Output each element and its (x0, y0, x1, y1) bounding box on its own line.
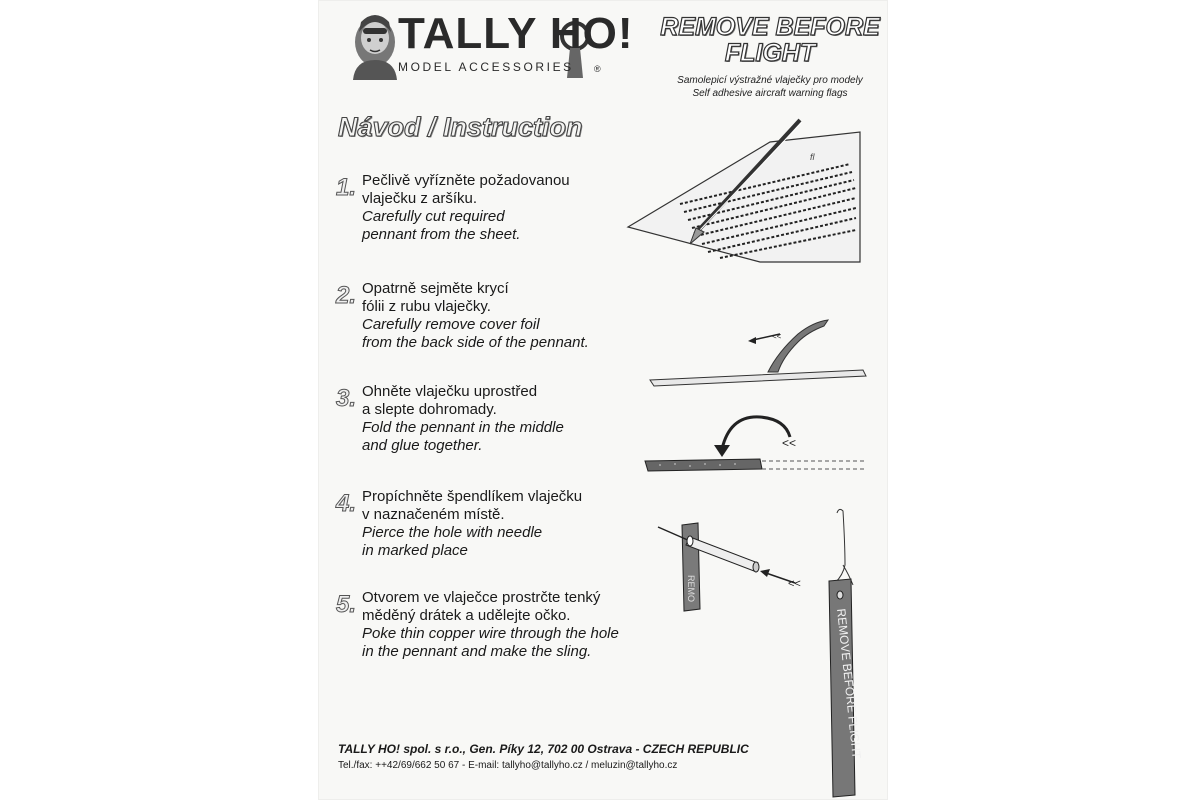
step-number: 3. (336, 385, 357, 412)
product-title-line1: REMOVE BEFORE (660, 13, 880, 41)
step-number: 2. (336, 282, 357, 309)
step-en-line: Fold the pennant in the middle (362, 419, 564, 436)
step-en-line: Carefully cut required (362, 208, 505, 225)
svg-text:<<: << (772, 332, 782, 341)
logo-tagline: MODEL ACCESSORIES (398, 60, 574, 74)
step-en-line: Poke thin copper wire through the hole (362, 625, 619, 642)
step-en-line: pennant from the sheet. (362, 226, 521, 243)
step-en-line: Pierce the hole with needle (362, 524, 543, 541)
svg-text:<<: << (782, 436, 797, 450)
step-cz-line: vlaječku z aršíku. (362, 190, 478, 207)
product-subtitle (650, 74, 890, 100)
step-text (362, 488, 582, 560)
flag-short-label: REMO (686, 575, 696, 602)
svg-text:<<: << (788, 578, 801, 590)
step-cz-line: Otvorem ve vlaječce prostrčte tenký (362, 589, 601, 606)
cutting-sheet-illustration (620, 112, 880, 272)
step-text (362, 280, 589, 352)
fold-pennant-illustration (640, 405, 870, 485)
company-contact: Tel./fax: ++42/69/662 50 67 - E-mail: tallyho@tallyho.cz / meluzin@tallyho.cz (338, 760, 678, 771)
hanging-flag-illustration (815, 505, 875, 800)
product-title-line2: FLIGHT (724, 39, 816, 67)
step-number: 1. (336, 174, 357, 201)
step-cz-line: Opatrně sejměte krycí (362, 280, 509, 297)
step-en-line: in marked place (362, 542, 468, 559)
peel-foil-illustration (648, 312, 868, 392)
step-cz-line: a slepte dohromady. (362, 401, 497, 418)
instruction-heading: Návod / Instruction (338, 112, 583, 142)
subtitle-cz: Samolepicí výstražné vlaječky pro modely (677, 75, 863, 86)
svg-text:fl: fl (810, 152, 815, 162)
step-cz-line: měděný drátek a udělejte očko. (362, 607, 571, 624)
registered-mark: ® (594, 64, 601, 74)
step-en-line: in the pennant and make the sling. (362, 643, 592, 660)
company-address: TALLY HO! spol. s r.o., Gen. Píky 12, 702 00 Ostrava - CZECH REPUBLIC (338, 742, 749, 756)
flag-label: REMOVE BEFORE FLIGHT (834, 607, 864, 760)
step-number: 4. (336, 490, 357, 517)
step-cz-line: fólii z rubu vlaječky. (362, 298, 491, 315)
step-cz-line: Propíchněte špendlíkem vlaječku (362, 488, 583, 505)
step-en-line: and glue together. (362, 437, 483, 454)
subtitle-en: Self adhesive aircraft warning flags (692, 88, 848, 99)
step-text (362, 172, 570, 244)
step-en-line: Carefully remove cover foil (362, 316, 540, 333)
step-number: 5. (336, 591, 357, 618)
step-text (362, 589, 619, 661)
logo-wordmark: TALLY HO! (398, 9, 634, 58)
product-title (650, 14, 890, 66)
step-cz-line: Ohněte vlaječku uprostřed (362, 383, 538, 400)
step-text (362, 383, 564, 455)
pierce-needle-illustration (650, 505, 820, 615)
step-cz-line: Pečlivě vyřízněte požadovanou (362, 172, 570, 189)
step-cz-line: v naznačeném místě. (362, 506, 505, 523)
step-en-line: from the back side of the pennant. (362, 334, 589, 351)
